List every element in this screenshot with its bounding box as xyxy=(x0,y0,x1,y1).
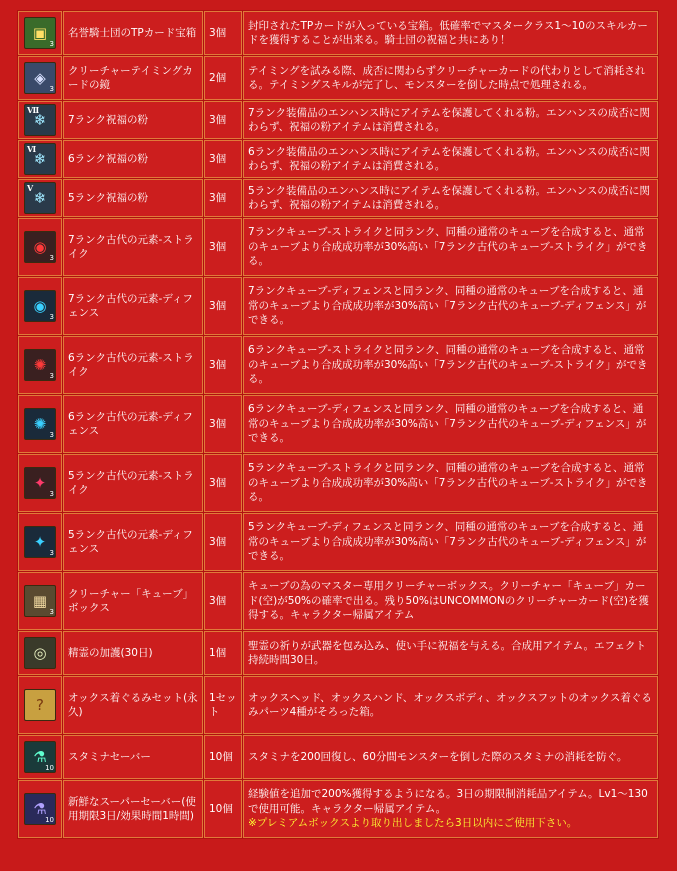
description-text: 5ランクキューブ-ディフェンスと同ランク、同種の通常のキューブを合成すると、通常のキューブより合成成功率が30%高い「7ランク古代のキューブ-ディフェンス」ができる。 xyxy=(248,521,647,563)
item-icon-cell xyxy=(18,395,62,453)
item-description xyxy=(243,11,658,55)
blessing-powder-icon xyxy=(24,182,56,214)
item-name: 5ランク祝福の粉 xyxy=(63,179,203,217)
item-icon-cell xyxy=(18,735,62,779)
table-row xyxy=(18,735,658,779)
item-table xyxy=(17,10,659,839)
item-icon-cell xyxy=(18,11,62,55)
item-name: 7ランク古代の元素-ディフェンス xyxy=(63,277,203,335)
rank-numeral: Ⅶ xyxy=(27,105,40,115)
item-description xyxy=(243,395,658,453)
ox-costume-icon xyxy=(24,689,56,721)
spirit-blessing-icon xyxy=(24,637,56,669)
stack-count-badge: 3 xyxy=(49,40,54,48)
item-icon-cell xyxy=(18,218,62,276)
description-text: 5ランクキューブ-ストライクと同ランク、同種の通常のキューブを合成すると、通常のキューブより合成成功率が30%高い「7ランク古代のキューブ-ストライク」ができる。 xyxy=(248,462,648,504)
item-icon-cell xyxy=(18,780,62,838)
description-text: オックスヘッド、オックスハンド、オックスボディ、オックスフットのオックス着ぐるみパーツ4種がそろった箱。 xyxy=(248,691,652,718)
item-quantity: 3個 xyxy=(204,11,242,55)
description-text: 封印されたTPカードが入っている宝箱。低確率でマスタークラス1～10のスキルカードを獲得することが出来る。騎士団の祝福と共にあり！ xyxy=(248,19,648,46)
item-description xyxy=(243,101,658,139)
item-icon-cell xyxy=(18,572,62,630)
ancient-element-strike-icon xyxy=(24,349,56,381)
ancient-element-strike-icon xyxy=(24,467,56,499)
item-icon-cell xyxy=(18,179,62,217)
tp-card-box-icon xyxy=(24,17,56,49)
item-quantity: 3個 xyxy=(204,395,242,453)
rank-numeral: Ⅵ xyxy=(27,144,37,154)
creature-mirror-icon xyxy=(24,62,56,94)
description-text: キューブの為のマスター専用クリーチャーボックス。クリーチャー「キューブ」カード(空)が50%の確率で出る。残り50%はUNCOMMONのクリーチャーカード(空)を獲得する。キャラクター帰属アイテム xyxy=(248,580,649,622)
item-quantity: 3個 xyxy=(204,572,242,630)
table-row xyxy=(18,140,658,178)
item-name: オックス着ぐるみセット(永久) xyxy=(63,676,203,734)
item-description xyxy=(243,277,658,335)
stack-count-badge: 3 xyxy=(49,254,54,262)
item-quantity: 3個 xyxy=(204,277,242,335)
item-quantity: 3個 xyxy=(204,454,242,512)
item-name: クリーチャーテイミングカードの鏡 xyxy=(63,56,203,100)
table-row xyxy=(18,277,658,335)
icon-glyph: ⚗ xyxy=(33,800,47,818)
description-text: 7ランクキューブ-ストライクと同ランク、同種の通常のキューブを合成すると、通常のキューブより合成成功率が30%高い「7ランク古代のキューブ-ストライク」ができる。 xyxy=(248,226,648,268)
table-row xyxy=(18,218,658,276)
item-description xyxy=(243,631,658,675)
ancient-element-defense-icon xyxy=(24,290,56,322)
description-text: 7ランクキューブ-ディフェンスと同ランク、同種の通常のキューブを合成すると、通常のキューブより合成成功率が30%高い「7ランク古代のキューブ-ディフェンス」ができる。 xyxy=(248,285,647,327)
ancient-element-strike-icon xyxy=(24,231,56,263)
item-description xyxy=(243,179,658,217)
icon-glyph: ◈ xyxy=(34,69,46,87)
item-name: 7ランク古代の元素-ストライク xyxy=(63,218,203,276)
icon-glyph: ⚗ xyxy=(33,748,47,766)
icon-glyph: ❄ xyxy=(33,111,47,129)
description-text: 5ランク装備品のエンハンス時にアイテムを保護してくれる粉。エンハンスの成否に関わらず、祝福の粉アイテムは消費される。 xyxy=(248,184,650,211)
item-description xyxy=(243,735,658,779)
item-quantity: 3個 xyxy=(204,336,242,394)
item-quantity: 3個 xyxy=(204,101,242,139)
item-name: スタミナセーバー xyxy=(63,735,203,779)
blessing-powder-icon xyxy=(24,143,56,175)
icon-glyph: ✺ xyxy=(33,356,47,374)
item-description xyxy=(243,56,658,100)
stack-count-badge: 3 xyxy=(49,372,54,380)
item-icon-cell xyxy=(18,277,62,335)
stack-count-badge: 10 xyxy=(45,764,54,772)
table-row xyxy=(18,56,658,100)
item-quantity: 3個 xyxy=(204,513,242,571)
stack-count-badge: 3 xyxy=(49,549,54,557)
description-text: 聖霊の祈りが武器を包み込み、使い手に祝福を与える。合成用アイテム。エフェクト持続時間30日。 xyxy=(248,639,646,666)
item-description xyxy=(243,572,658,630)
item-icon-cell xyxy=(18,140,62,178)
icon-glyph: ? xyxy=(36,696,44,714)
item-description xyxy=(243,676,658,734)
ancient-element-defense-icon xyxy=(24,408,56,440)
table-row xyxy=(18,780,658,838)
item-icon-cell xyxy=(18,101,62,139)
item-description xyxy=(243,140,658,178)
description-text: 経験値を追加で200%獲得するようになる。3日の期限制消耗品アイテム。Lv1～130で使用可能。キャラクター帰属アイテム。 xyxy=(248,788,648,815)
item-icon-cell xyxy=(18,513,62,571)
description-text: スタミナを200回復し、60分間モンスターを倒した際のスタミナの消耗を防ぐ。 xyxy=(248,750,628,763)
table-row xyxy=(18,454,658,512)
icon-glyph: ◎ xyxy=(33,644,47,662)
table-row xyxy=(18,676,658,734)
blessing-powder-icon xyxy=(24,104,56,136)
creature-box-icon xyxy=(24,585,56,617)
item-description xyxy=(243,454,658,512)
item-name: 精霊の加護(30日) xyxy=(63,631,203,675)
stack-count-badge: 3 xyxy=(49,431,54,439)
icon-glyph: ❄ xyxy=(33,150,47,168)
icon-glyph: ◉ xyxy=(33,238,47,256)
stamina-saver-icon xyxy=(24,741,56,773)
stack-count-badge: 3 xyxy=(49,490,54,498)
table-row xyxy=(18,572,658,630)
description-text: 6ランクキューブ-ディフェンスと同ランク、同種の通常のキューブを合成すると、通常のキューブより合成成功率が30%高い「7ランク古代のキューブ-ディフェンス」ができる。 xyxy=(248,403,647,445)
super-saver-icon xyxy=(24,793,56,825)
item-description xyxy=(243,513,658,571)
usage-note: ※プレミアムボックスより取り出しましたら3日以内にご使用下さい。 xyxy=(248,817,578,830)
item-quantity: 10個 xyxy=(204,780,242,838)
item-quantity: 3個 xyxy=(204,218,242,276)
item-name: 6ランク古代の元素-ストライク xyxy=(63,336,203,394)
item-name: 5ランク古代の元素-ディフェンス xyxy=(63,513,203,571)
item-quantity: 3個 xyxy=(204,179,242,217)
table-row xyxy=(18,631,658,675)
icon-glyph: ✦ xyxy=(33,474,47,492)
item-name: 新鮮なスーパーセーバー(使用期限3日/効果時間1時間) xyxy=(63,780,203,838)
table-row xyxy=(18,179,658,217)
item-description xyxy=(243,336,658,394)
item-icon-cell xyxy=(18,454,62,512)
item-description xyxy=(243,780,658,838)
item-description xyxy=(243,218,658,276)
rank-numeral: Ⅴ xyxy=(27,183,34,193)
item-name: 名誉騎士団のTPカード宝箱 xyxy=(63,11,203,55)
item-icon-cell xyxy=(18,56,62,100)
description-text: 6ランク装備品のエンハンス時にアイテムを保護してくれる粉。エンハンスの成否に関わらず、祝福の粉アイテムは消費される。 xyxy=(248,145,650,172)
item-quantity: 3個 xyxy=(204,140,242,178)
stack-count-badge: 3 xyxy=(49,608,54,616)
item-name: 6ランク祝福の粉 xyxy=(63,140,203,178)
table-row xyxy=(18,395,658,453)
item-quantity: 1セット xyxy=(204,676,242,734)
icon-glyph: ▣ xyxy=(32,24,48,42)
ancient-element-defense-icon xyxy=(24,526,56,558)
stack-count-badge: 10 xyxy=(45,816,54,824)
item-name: 7ランク祝福の粉 xyxy=(63,101,203,139)
item-icon-cell xyxy=(18,631,62,675)
item-name: 6ランク古代の元素-ディフェンス xyxy=(63,395,203,453)
table-row xyxy=(18,101,658,139)
item-name: クリーチャー「キューブ」ボックス xyxy=(63,572,203,630)
icon-glyph: ✦ xyxy=(33,533,47,551)
stack-count-badge: 3 xyxy=(49,85,54,93)
icon-glyph: ❄ xyxy=(33,189,47,207)
item-icon-cell xyxy=(18,676,62,734)
stack-count-badge: 3 xyxy=(49,313,54,321)
description-text: 6ランクキューブ-ストライクと同ランク、同種の通常のキューブを合成すると、通常のキューブより合成成功率が30%高い「7ランク古代のキューブ-ストライク」ができる。 xyxy=(248,344,648,386)
table-row xyxy=(18,513,658,571)
icon-glyph: ✺ xyxy=(33,415,47,433)
item-quantity: 2個 xyxy=(204,56,242,100)
item-quantity: 10個 xyxy=(204,735,242,779)
item-quantity: 1個 xyxy=(204,631,242,675)
description-text: テイミングを試みる際、成否に関わらずクリーチャーカードの代わりとして消耗される。テイミングスキルが完了し、モンスターを倒した時点で処理される。 xyxy=(248,64,646,91)
icon-glyph: ▦ xyxy=(32,592,48,610)
icon-glyph: ◉ xyxy=(33,297,47,315)
description-text: 7ランク装備品のエンハンス時にアイテムを保護してくれる粉。エンハンスの成否に関わらず、祝福の粉アイテムは消費される。 xyxy=(248,106,650,133)
item-name: 5ランク古代の元素-ストライク xyxy=(63,454,203,512)
table-row xyxy=(18,336,658,394)
item-icon-cell xyxy=(18,336,62,394)
table-row xyxy=(18,11,658,55)
